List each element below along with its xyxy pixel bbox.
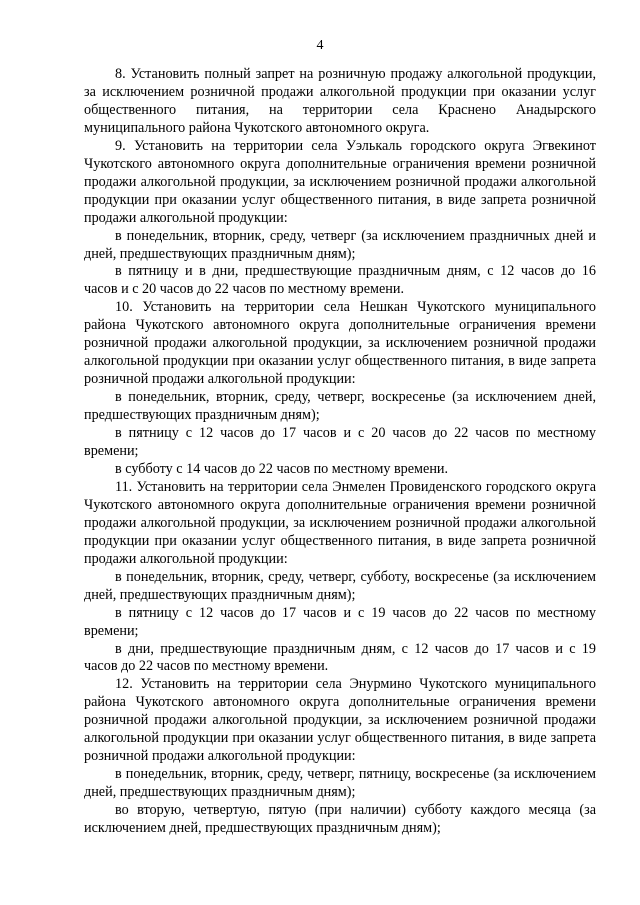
paragraph-item-9: 9. Установить на территории села Уэлькаль городского округа Эгвекинот Чукотского автономного округа дополнительные ограничения времени розничной продажи алкогольной продукции, за исключением розничной продажи алкогольной продукции при оказании услуг общественного питания, в виде запрета розничной продажи алкогольной продукции:	[84, 137, 596, 226]
paragraph-list-entry: в пятницу с 12 часов до 17 часов и с 20 часов до 22 часов по местному времени;	[84, 425, 596, 460]
paragraph-list-entry: в субботу с 14 часов до 22 часов по местному времени.	[115, 460, 449, 477]
paragraph-list-entry: в понедельник, вторник, среду, четверг (за исключением праздничных дней и дней, предшествующих праздничным дням);	[84, 227, 596, 262]
paragraph-list-entry: в понедельник, вторник, среду, четверг, воскресенье (за исключением дней, предшествующих праздничным дням);	[84, 389, 596, 424]
paragraph-list-entry: в пятницу с 12 часов до 17 часов и с 19 часов до 22 часов по местному времени;	[84, 604, 596, 639]
paragraph-list-entry: в пятницу и в дни, предшествующие праздничным дням, с 12 часов до 16 часов и с 20 часов до 22 часов по местному времени.	[84, 263, 596, 298]
page-number: 4	[316, 38, 324, 53]
paragraph-item-8: 8. Установить полный запрет на розничную продажу алкогольной продукции, за исключением розничной продажи алкогольной продукции при оказании услуг общественного питания, на территории села Краснено Анадырского муниципального района Чукотского автономного округа.	[84, 66, 596, 136]
paragraph-item-12: 12. Установить на территории села Энурмино Чукотского муниципального района Чукотского автономного округа дополнительные ограничения времени розничной продажи алкогольной продукции, за исключением розничной продажи алкогольной продукции при оказании услуг общественного питания, в виде запрета розничной продажи алкогольной продукции:	[84, 676, 596, 765]
document-body	[84, 66, 596, 838]
paragraph-item-10: 10. Установить на территории села Нешкан Чукотского муниципального района Чукотского автономного округа дополнительные ограничения времени розничной продажи алкогольной продукции, за исключением розничной продажи алкогольной продукции при оказании услуг общественного питания, в виде запрета розничной продажи алкогольной продукции:	[84, 299, 596, 388]
paragraph-list-entry: в понедельник, вторник, среду, четверг, пятницу, воскресенье (за исключением дней, предшествующих праздничным дням);	[84, 766, 596, 801]
paragraph-list-entry: в понедельник, вторник, среду, четверг, субботу, воскресенье (за исключением дней, предшествующих праздничным дням);	[84, 568, 596, 603]
paragraph-list-entry: во вторую, четвертую, пятую (при наличии) субботу каждого месяца (за исключением дней, предшествующих праздничным дням);	[84, 802, 596, 837]
paragraph-list-entry: в дни, предшествующие праздничным дням, с 12 часов до 17 часов и с 19 часов до 22 часов по местному времени.	[84, 640, 596, 675]
paragraph-item-11: 11. Установить на территории села Энмелен Провиденского городского округа Чукотского автономного округа дополнительные ограничения времени розничной продажи алкогольной продукции, за исключением розничной продажи алкогольной продукции при оказании услуг общественного питания, в виде запрета розничной продажи алкогольной продукции:	[84, 478, 596, 567]
